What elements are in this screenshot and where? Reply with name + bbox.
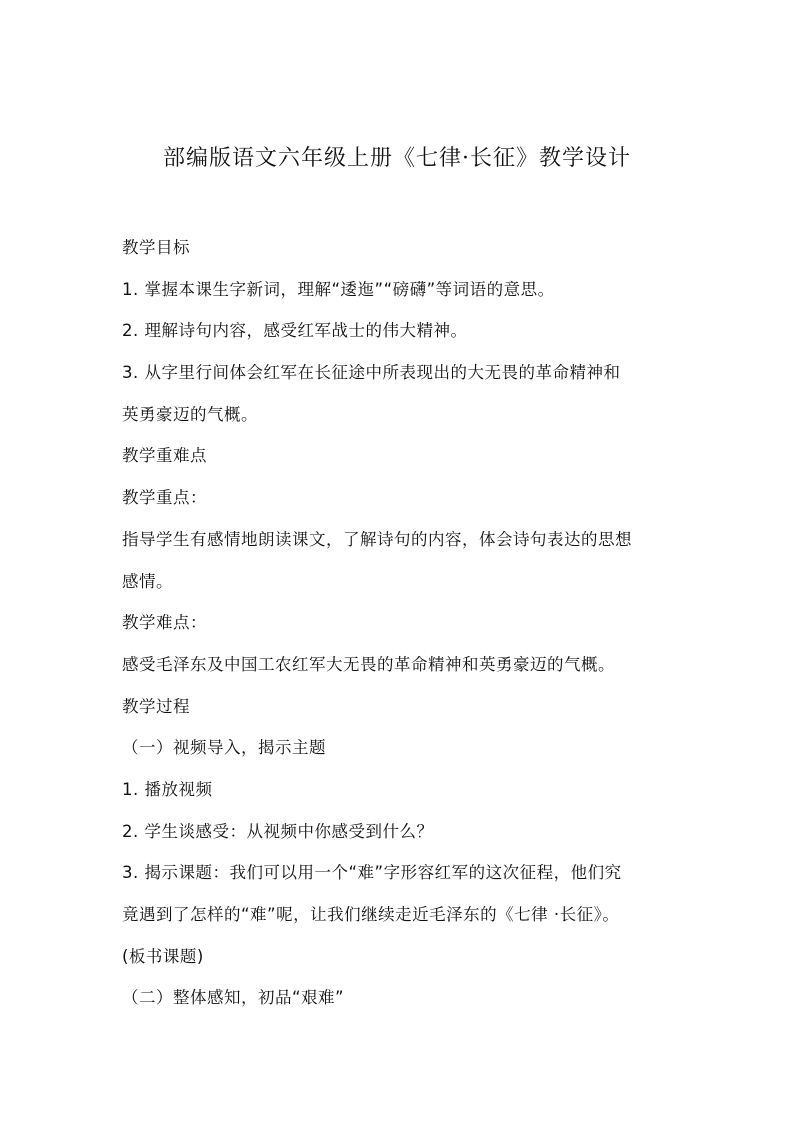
objective-1: 1. 掌握本课生字新词，理解“逶迤”“磅礴”等词语的意思。: [122, 279, 555, 299]
step-1-item-1: 1. 播放视频: [122, 779, 213, 799]
difficulty-text: 感受毛泽东及中国工农红军大无畏的革命精神和英勇豪迈的气概。: [122, 654, 615, 674]
document-body: [122, 227, 692, 1019]
step-1-item-3-continued: 竟遇到了怎样的“难”呢，让我们继续走近毛泽东的《七律 ·长征》。: [122, 905, 620, 924]
key-point-text: 指导学生有感情地朗读课文，了解诗句的内容，体会诗句表达的思想: [122, 529, 632, 549]
step-heading-2: （二）整体感知，初品“艰难”: [122, 988, 345, 1008]
document-title: 部编版语文六年级上册《七律·长征》教学设计: [163, 146, 631, 171]
objective-3-continued: 英勇豪迈的气概。: [122, 404, 258, 424]
objective-2: 2. 理解诗句内容，感受红军战士的伟大精神。: [122, 321, 468, 341]
step-1-item-2: 2. 学生谈感受：从视频中你感受到什么？: [122, 821, 434, 841]
section-heading-process: 教学过程: [122, 696, 190, 716]
key-point-text-continued: 感情。: [122, 571, 173, 591]
step-heading-1: （一）视频导入，揭示主题: [122, 738, 326, 758]
step-1-item-3: 3. 揭示课题：我们可以用一个“难”字形容红军的这次征程，他们究: [122, 863, 622, 883]
subheading-difficulty: 教学难点：: [122, 613, 207, 633]
section-heading-objectives: 教学目标: [122, 238, 190, 257]
objective-3: 3. 从字里行间体会红军在长征途中所表现出的大无畏的革命精神和: [122, 363, 621, 383]
section-heading-key-points: 教学重难点: [122, 446, 207, 466]
board-note: (板书课题): [122, 946, 204, 966]
subheading-key-point: 教学重点：: [122, 488, 207, 508]
